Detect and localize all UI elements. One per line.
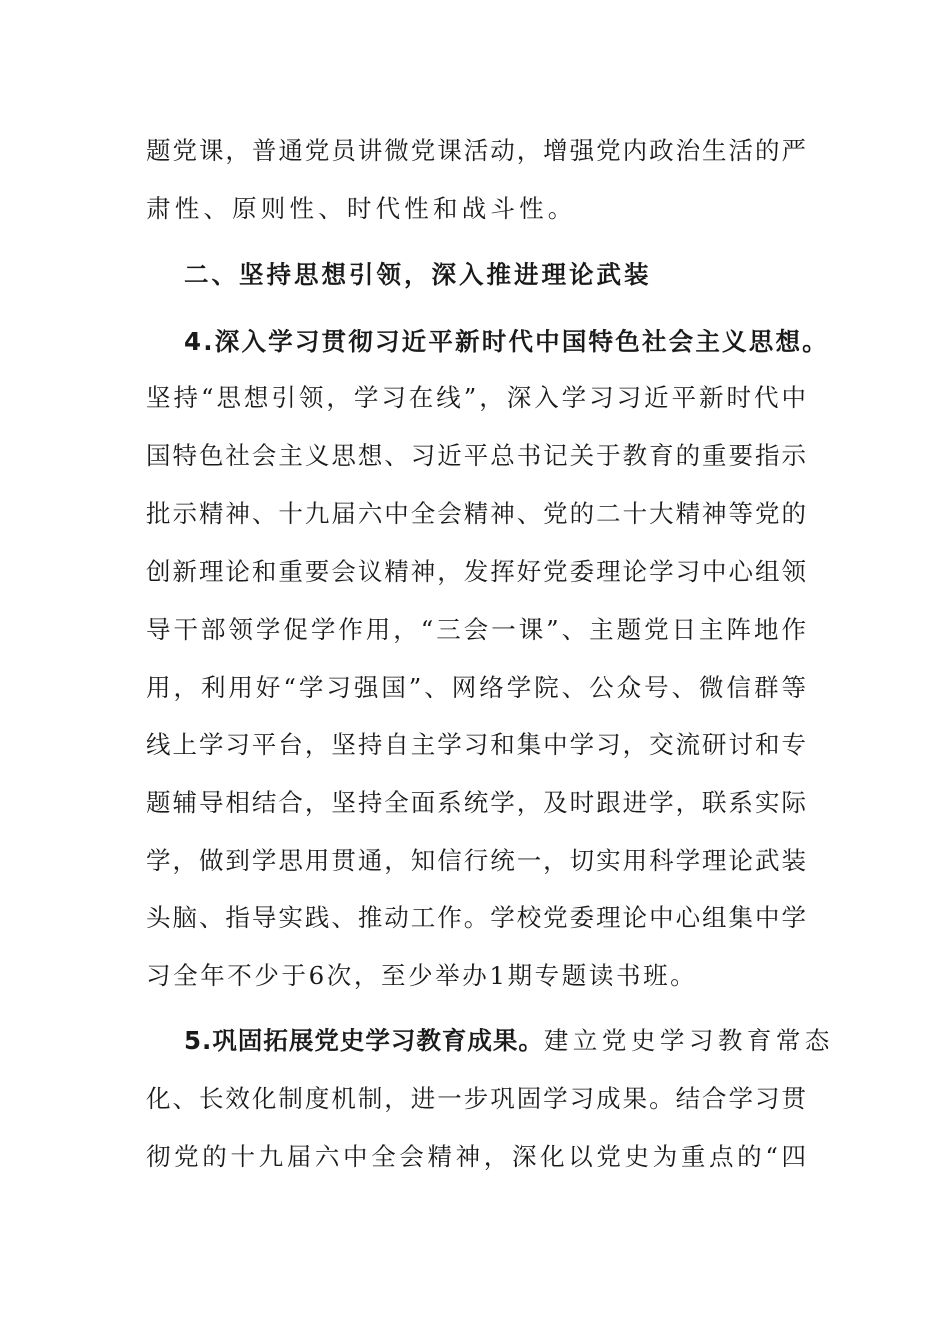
item-4-line: 导干部领学促学作用，“三会一课”、主题党日主阵地作 <box>146 615 806 644</box>
item-4-line: 国特色社会主义思想、习近平总书记关于教育的重要指示 <box>146 441 806 470</box>
item-5-line: 化、长效化制度机制，进一步巩固学习成果。结合学习贯 <box>146 1084 806 1113</box>
paragraph-line: 肃性、原则性、时代性和战斗性。 <box>146 194 577 223</box>
item-4-line: 题辅导相结合，坚持全面系统学，及时跟进学，联系实际 <box>146 788 806 817</box>
item-4-line: 头脑、指导实践、推动工作。学校党委理论中心组集中学 <box>146 903 806 932</box>
item-4-line: 批示精神、十九届六中全会精神、党的二十大精神等党的 <box>146 499 806 528</box>
item-4-line: 用，利用好“学习强国”、网络学院、公众号、微信群等 <box>146 673 806 702</box>
section-heading: 二、坚持思想引领，深入推进理论武装 <box>184 260 652 289</box>
item-5-first-line-text: 建立党史学习教育常态 <box>543 1026 834 1055</box>
item-4-line: 创新理论和重要会议精神，发挥好党委理论学习中心组领 <box>146 557 806 586</box>
item-4-line: 坚持“思想引领，学习在线”，深入学习习近平新时代中 <box>146 383 806 412</box>
item-4-title: 4.深入学习贯彻习近平新时代中国特色社会主义思想。 <box>184 327 829 356</box>
item-4-line: 习全年不少于6次，至少举办1期专题读书班。 <box>146 961 698 990</box>
item-4-line: 线上学习平台，坚持自主学习和集中学习，交流研讨和专 <box>146 730 806 759</box>
item-5-first-line <box>184 1021 834 1061</box>
item-5-title: 5.巩固拓展党史学习教育成果。 <box>184 1026 544 1055</box>
item-4-line: 学，做到学思用贯通，知信行统一，切实用科学理论武装 <box>146 846 806 875</box>
paragraph-line: 题党课，普通党员讲微党课活动，增强党内政治生活的严 <box>146 136 806 165</box>
item-5-line: 彻党的十九届六中全会精神，深化以党史为重点的“四 <box>146 1142 806 1171</box>
